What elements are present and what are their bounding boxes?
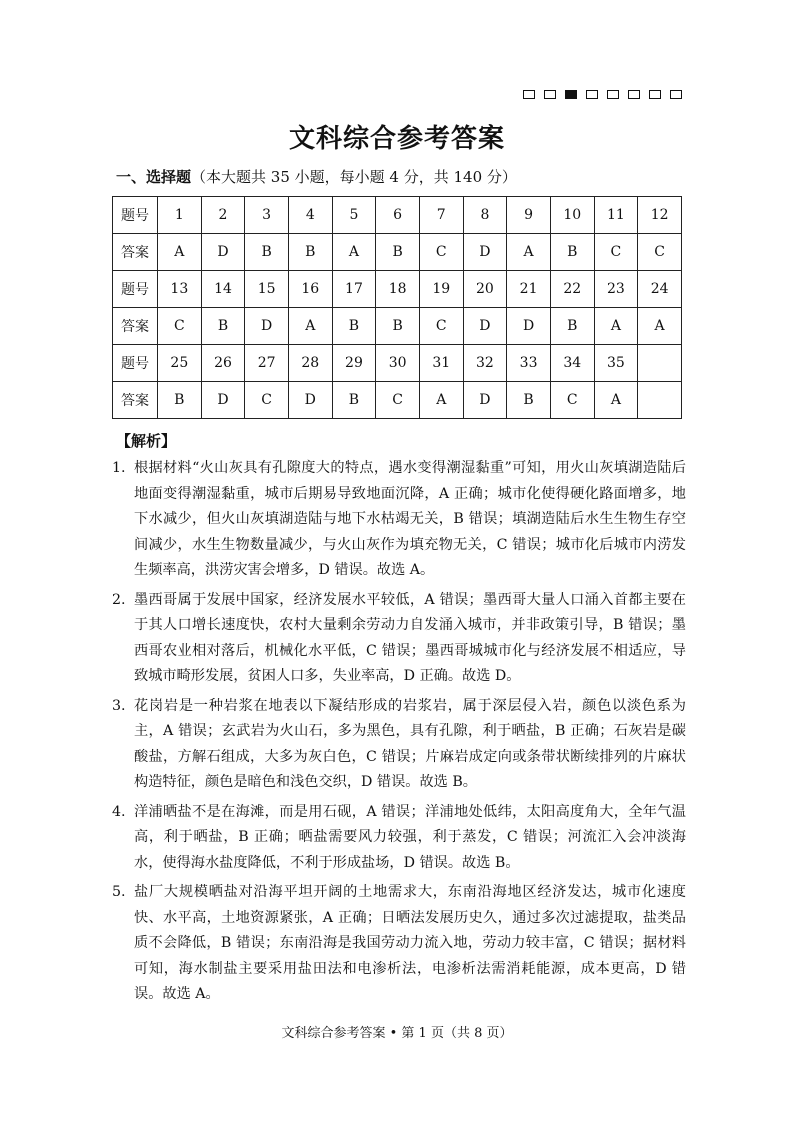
question-number-cell: 11 <box>594 197 638 234</box>
answer-row <box>113 234 682 271</box>
question-number-cell: 22 <box>550 271 594 308</box>
question-number-cell: 14 <box>201 271 245 308</box>
question-number-cell: 13 <box>158 271 202 308</box>
question-number-cell: 9 <box>507 197 551 234</box>
item-number: 2. <box>112 591 126 608</box>
question-number-cell: 31 <box>419 345 463 382</box>
answer-cell: D <box>245 308 289 345</box>
analysis-label: 【解析】 <box>116 432 177 450</box>
question-number-cell: 20 <box>463 271 507 308</box>
question-number-cell: 30 <box>376 345 420 382</box>
answer-cell: B <box>376 234 420 271</box>
question-number-cell: 27 <box>245 345 289 382</box>
answer-cell: A <box>507 234 551 271</box>
question-number-cell: 3 <box>245 197 289 234</box>
row-header: 题号 <box>113 197 158 234</box>
answer-cell: A <box>332 234 376 271</box>
answer-cell: A <box>594 382 638 419</box>
answer-cell: C <box>245 382 289 419</box>
item-number: 1. <box>112 460 126 476</box>
analysis-list <box>112 456 686 1012</box>
answer-cell: C <box>158 308 202 345</box>
question-number-cell: 15 <box>245 271 289 308</box>
question-number-cell: 34 <box>550 345 594 382</box>
answer-cell: A <box>288 308 332 345</box>
answer-cell: C <box>419 234 463 271</box>
question-number-cell: 32 <box>463 345 507 382</box>
question-number-cell: 4 <box>288 197 332 234</box>
answer-cell: A <box>419 382 463 419</box>
row-header: 题号 <box>113 271 158 308</box>
analysis-item <box>112 694 686 796</box>
question-number-cell <box>638 345 682 382</box>
row-header: 答案 <box>113 308 158 345</box>
section-label: 一、选择题 <box>116 168 192 186</box>
question-number-cell: 1 <box>158 197 202 234</box>
answer-cell: D <box>463 234 507 271</box>
answer-cell: C <box>376 382 420 419</box>
question-number-cell: 16 <box>288 271 332 308</box>
page-title: 文科综合参考答案 <box>288 124 505 154</box>
question-number-cell: 26 <box>201 345 245 382</box>
box-icon <box>670 90 682 99</box>
item-text: 花岗岩是一种岩浆在地表以下凝结形成的岩浆岩，属于深层侵入岩，颜色以淡色系为主，A 错误；玄武岩为火山石，多为黑色，具有孔隙，利于晒盐，B 正确；石灰岩是碳酸盐，方解石组成，大多为灰白色，C 错误；片麻岩成定向或条带状断续排列的片麻状构造特征，颜色是暗色和浅色交织，D 错误。故选 B。 <box>134 697 686 790</box>
question-number-cell: 25 <box>158 345 202 382</box>
question-number-cell: 29 <box>332 345 376 382</box>
answer-cell: B <box>201 308 245 345</box>
answer-row <box>113 382 682 419</box>
answer-cell: A <box>594 308 638 345</box>
question-number-cell: 21 <box>507 271 551 308</box>
analysis-item <box>112 456 686 584</box>
box-icon <box>649 90 661 99</box>
question-number-cell: 8 <box>463 197 507 234</box>
answer-cell: B <box>550 308 594 345</box>
answer-cell: B <box>245 234 289 271</box>
item-text: 根据材料“火山灰具有孔隙度大的特点，遇水变得潮湿黏重”可知，用火山灰填湖造陆后地面变得潮湿黏重，城市后期易导致地面沉降，A 正确；城市化使得硬化路面增多，地下水减少，但火山灰填湖造陆与地下水枯竭无关，B 错误；填湖造陆后水生生物生存空间减少，水生生物数量减少，与火山灰作为填充物无关，C 错误；城市化后城市内涝发生频率高，洪涝灾害会增多，D 错误。故选 A。 <box>134 460 686 578</box>
item-text: 洋浦晒盐不是在海滩，而是用石砚，A 错误；洋浦地处低纬，太阳高度角大，全年气温高，利于晒盐，B 正确；晒盐需要风力较强，利于蒸发，C 错误；河流汇入会冲淡海水，使得海水盐度降低，不利于形成盐场，D 错误。故选 B。 <box>134 803 686 871</box>
answer-cell: B <box>550 234 594 271</box>
answer-cell <box>638 382 682 419</box>
box-icon <box>607 90 619 99</box>
answer-cell: D <box>463 382 507 419</box>
answer-cell: D <box>507 308 551 345</box>
question-number-cell: 2 <box>201 197 245 234</box>
section-heading <box>116 166 517 187</box>
row-header: 答案 <box>113 382 158 419</box>
box-icon <box>628 90 640 99</box>
question-number-cell: 28 <box>288 345 332 382</box>
item-text: 墨西哥属于发展中国家，经济发展水平较低，A 错误；墨西哥大量人口涌入首都主要在于其人口增长速度快，农村大量剩余劳动力自发涌入城市，并非政策引导，B 错误；墨西哥农业相对落后，机械化水平低，C 错误；墨西哥城城市化与经济发展不相适应，导致城市畸形发展，贫困人口多，失业率高，D 正确。故选 D。 <box>134 591 686 684</box>
question-number-cell: 35 <box>594 345 638 382</box>
number-row <box>113 271 682 308</box>
answer-cell: D <box>288 382 332 419</box>
number-row <box>113 345 682 382</box>
question-number-cell: 17 <box>332 271 376 308</box>
question-number-cell: 5 <box>332 197 376 234</box>
answer-cell: D <box>201 234 245 271</box>
item-number: 5. <box>112 884 126 900</box>
question-number-cell: 18 <box>376 271 420 308</box>
answer-cell: B <box>376 308 420 345</box>
box-icon <box>523 90 535 99</box>
question-number-cell: 19 <box>419 271 463 308</box>
item-number: 3. <box>112 697 126 714</box>
filled-box-icon <box>565 90 577 99</box>
answer-cell: B <box>332 382 376 419</box>
question-number-cell: 7 <box>419 197 463 234</box>
answer-cell: A <box>158 234 202 271</box>
answer-cell: B <box>158 382 202 419</box>
answer-row <box>113 308 682 345</box>
answer-cell: C <box>638 234 682 271</box>
box-icon <box>586 90 598 99</box>
page-footer: 文科综合参考答案 • 第 1 页（共 8 页） <box>281 1026 513 1041</box>
answer-cell: C <box>419 308 463 345</box>
question-number-cell: 12 <box>638 197 682 234</box>
answer-cell: C <box>550 382 594 419</box>
answer-cell: A <box>638 308 682 345</box>
analysis-item <box>112 880 686 1008</box>
answer-cell: D <box>201 382 245 419</box>
answer-cell: B <box>288 234 332 271</box>
answer-cell: B <box>507 382 551 419</box>
answer-cell: B <box>332 308 376 345</box>
row-header: 题号 <box>113 345 158 382</box>
analysis-item <box>112 588 686 690</box>
number-row <box>113 197 682 234</box>
question-number-cell: 23 <box>594 271 638 308</box>
row-header: 答案 <box>113 234 158 271</box>
section-note: （本大题共 35 小题，每小题 4 分，共 140 分） <box>191 168 517 186</box>
box-icon <box>544 90 556 99</box>
item-number: 4. <box>112 803 126 820</box>
question-number-cell: 33 <box>507 345 551 382</box>
question-number-cell: 24 <box>638 271 682 308</box>
question-number-cell: 6 <box>376 197 420 234</box>
item-text: 盐厂大规模晒盐对沿海平坦开阔的土地需求大，东南沿海地区经济发达，城市化速度快、水平高，土地资源紧张，A 正确；日晒法发展历史久，通过多次过滤提取，盐类品质不会降低，B 错误；东南沿海是我国劳动力流入地，劳动力较丰富，C 错误；据材料可知，海水制盐主要采用盐田法和电渗析法，电渗析法需消耗能源，成本更高，D 错误。故选 A。 <box>134 884 686 1002</box>
answer-cell: C <box>594 234 638 271</box>
page-indicator-boxes <box>523 90 682 99</box>
answer-cell: D <box>463 308 507 345</box>
analysis-item <box>112 800 686 877</box>
question-number-cell: 10 <box>550 197 594 234</box>
answer-table <box>112 196 682 419</box>
